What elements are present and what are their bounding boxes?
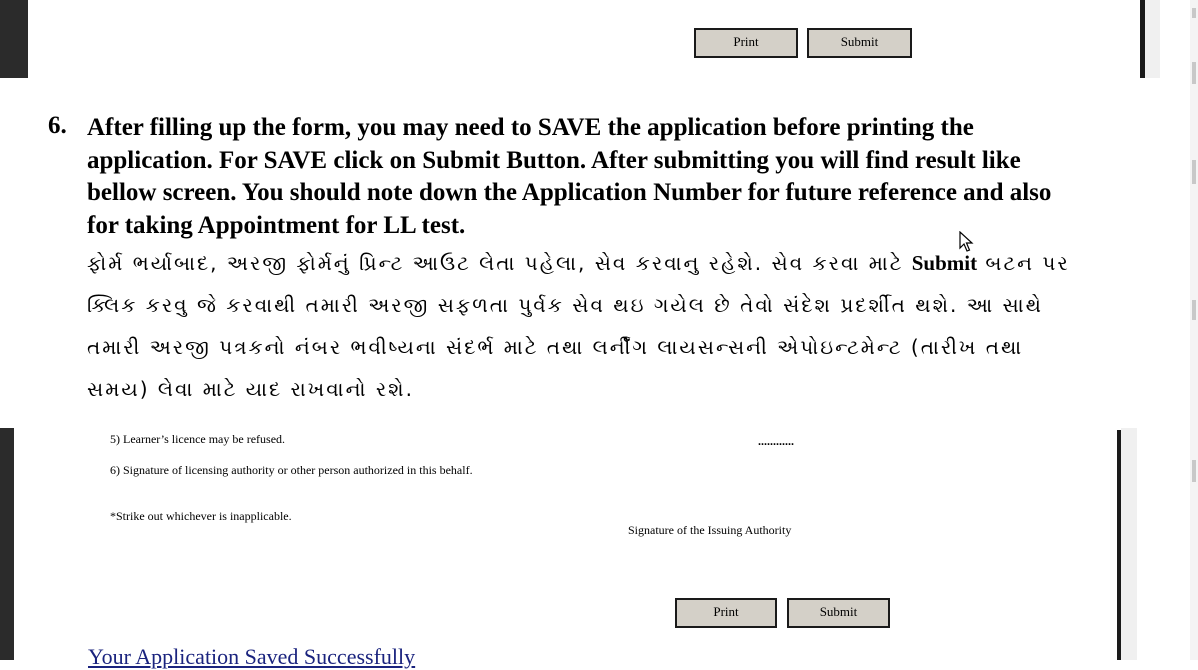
- left-dark-border: [0, 428, 14, 660]
- right-gray-panel: [1145, 0, 1160, 78]
- submit-button[interactable]: Submit: [807, 28, 912, 58]
- left-dark-border: [0, 0, 28, 78]
- item-6-text: 6) Signature of licensing authority or other person authorized in this behalf.: [110, 463, 473, 477]
- gujarati-text-part2: બટન પર ક્લિક કરવુ જે કરવાથી તમારી અરજી સફળતા પુર્વક સેવ થઇ ગયેલ છે તેવો સંદેશ પ્રદર્શીત થશે. આ સાથે તમારી અરજી પત્રકનો નંબર ભવીષ્યના સંદર્ભ માટે તથા લર્નીંગ લાયસન્સની એપોઇન્ટમેન્ટ (તારીખ તથા સમય) લેવા માટે યાદ રાખવાનો રશે.: [87, 251, 1070, 401]
- edge-mark: [1192, 460, 1196, 482]
- right-gray-panel: [1121, 428, 1137, 660]
- saved-message: Your Application Saved Successfully: [88, 644, 416, 669]
- step-english-text: After filling up the form, you may need to SAVE the application before printing the application. For SAVE click on Submit Button. After submitting you will find result like bellow screen. You should note down the Application Number for future reference and also for taking Appointment for LL test.: [87, 114, 1052, 239]
- step-gujarati-text: [87, 242, 1087, 410]
- print-button[interactable]: Print: [675, 598, 777, 628]
- edge-mark: [1192, 62, 1196, 84]
- edge-mark: [1192, 8, 1196, 18]
- mouse-cursor-icon: [959, 231, 975, 253]
- top-form-screenshot: [0, 0, 1160, 78]
- step-number: 6.: [48, 112, 67, 139]
- item-5-text: 5) Learner’s licence may be refused.: [110, 432, 286, 446]
- signature-dots: ............: [758, 434, 794, 448]
- print-button[interactable]: Print: [694, 28, 798, 58]
- page-edge: [1190, 0, 1198, 660]
- edge-mark: [1192, 300, 1196, 320]
- edge-mark: [1192, 160, 1196, 184]
- strike-note: *Strike out whichever is inapplicable.: [110, 509, 292, 523]
- signature-label: Signature of the Issuing Authority: [628, 523, 792, 537]
- gujarati-text-part1: ફોર્મ ભર્યાબાદ, અરજી ફોર્મનું પ્રિન્ટ આઉટ લેતા પહેલા, સેવ કરવાનુ રહેશે. સેવ કરવા માટે: [87, 251, 912, 275]
- gujarati-submit-word: Submit: [911, 251, 978, 275]
- submit-button[interactable]: Submit: [787, 598, 890, 628]
